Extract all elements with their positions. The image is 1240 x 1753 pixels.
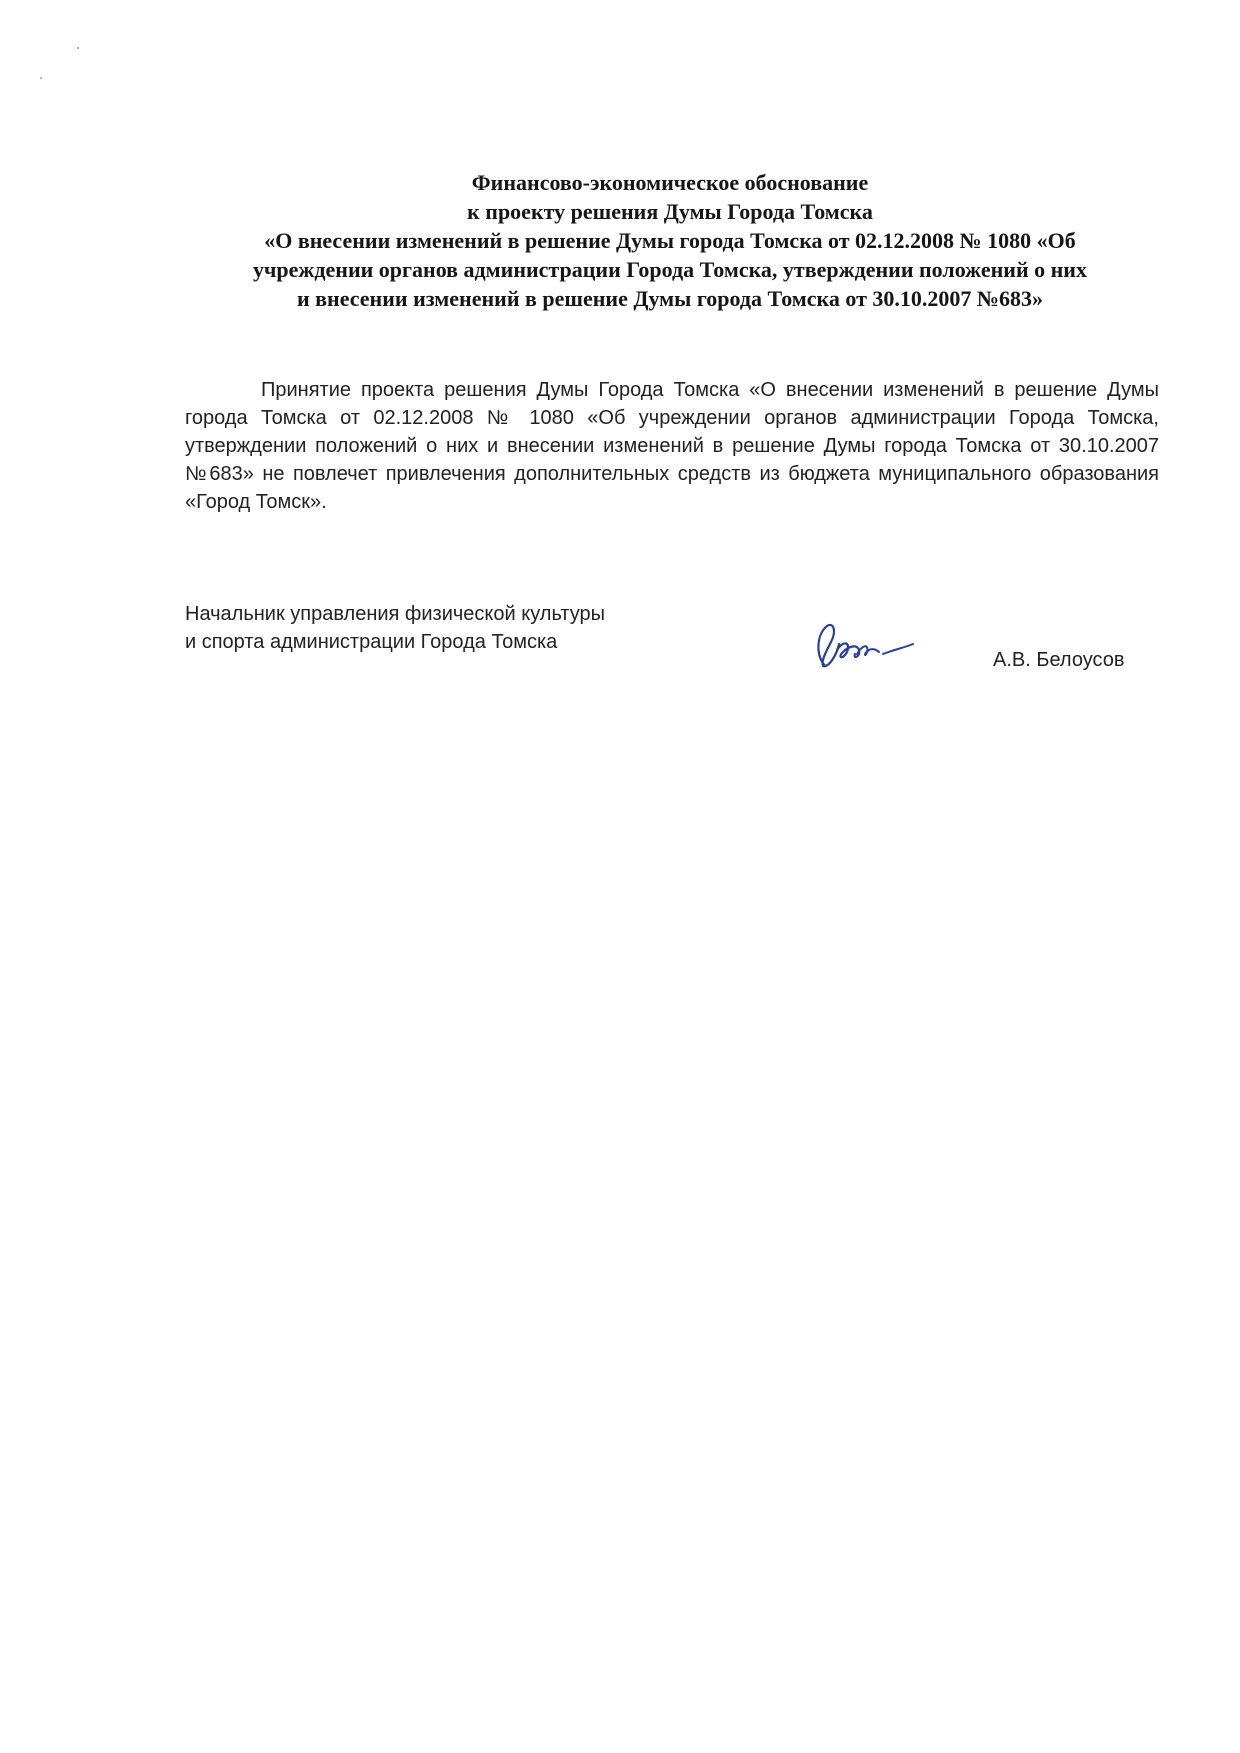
handwritten-signature [807, 614, 917, 674]
title-line: к проекту решения Думы Города Томска [467, 199, 873, 224]
scan-speck [40, 77, 42, 79]
title-line: Финансово-экономическое обоснование [471, 170, 869, 195]
signatory-name: А.В. Белоусов [993, 649, 1125, 671]
signature-block [185, 600, 1165, 680]
position-line: и спорта администрации Города Томска [185, 631, 558, 653]
document-title [190, 168, 1150, 313]
title-line: «О внесении изменений в решение Думы города Томска от 02.12.2008 № 1080 «Об [264, 228, 1076, 253]
position-line: Начальник управления физической культуры [185, 603, 605, 625]
body-paragraph: Принятие проекта решения Думы Города Томска «О внесении изменений в решение Думы города Томска от 02.12.2008 № 1080 «Об учреждении органов администрации Города Томска, утверждении положений о них и внесении изменений в решение Думы города Томска от 30.10.2007 №683» не повлечет привлечения дополнительных средств из бюджета муниципального образования «Город Томск». [185, 379, 1159, 513]
signatory-position [185, 600, 605, 656]
title-line: учреждении органов администрации Города Томска, утверждении положений о них [253, 257, 1087, 282]
scan-speck [77, 47, 79, 49]
signature-stroke [883, 644, 913, 654]
signature-stroke [818, 625, 839, 666]
title-line: и внесении изменений в решение Думы города Томска от 30.10.2007 №683» [296, 286, 1043, 311]
signature-stroke [837, 643, 859, 657]
